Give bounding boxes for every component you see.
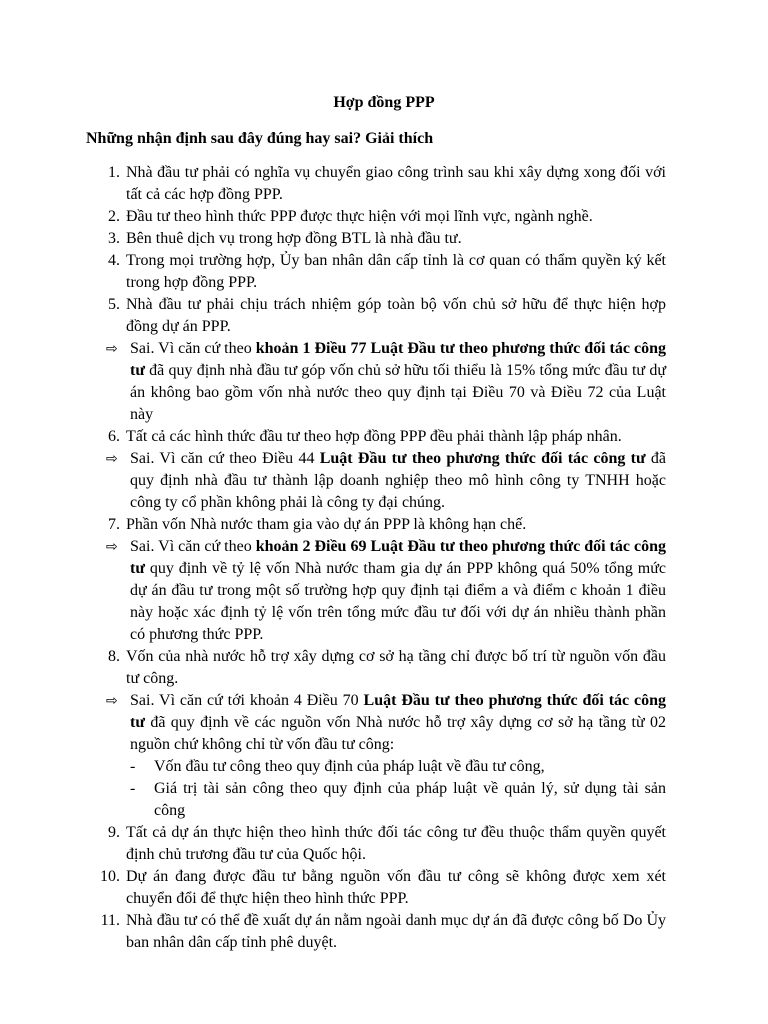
answer-text-bold: Luật Đầu tư theo phương thức đối tác công tư: [130, 692, 667, 731]
section-heading: Những nhận định sau đây đúng hay sai? Giải thích: [86, 130, 434, 147]
question-text: Tất cả dự án thực hiện theo hình thức đối tác công tư đều thuộc thẩm quyền quyết định chủ trương đầu tư của Quốc hội.: [126, 824, 666, 863]
answer-sub-item: [86, 756, 666, 778]
question-text: Vốn của nhà nước hỗ trợ xây dựng cơ sở hạ tầng chỉ được bố trí từ nguồn vốn đầu tư công.: [126, 648, 666, 687]
answer-text-pre: Sai. Vì căn cứ theo: [130, 538, 256, 555]
question-item: [86, 514, 666, 536]
question-text: Bên thuê dịch vụ trong hợp đồng BTL là nhà đầu tư.: [126, 230, 462, 247]
question-item: [86, 426, 666, 448]
question-number: 7.: [108, 516, 120, 533]
question-item: [86, 910, 666, 954]
answer-item: [86, 536, 666, 646]
answer-text-bold: khoản 2 Điều 69 Luật Đầu tư theo phương thức đối tác công tư: [130, 538, 666, 577]
answer-text-pre: Sai. Vì căn cứ tới khoản 4 Điều 70: [130, 692, 364, 709]
question-number: 6.: [108, 428, 120, 445]
question-text: Đầu tư theo hình thức PPP được thực hiện với mọi lĩnh vực, ngành nghề.: [126, 208, 593, 225]
answer-sub-text: Giá trị tài sản công theo quy định của pháp luật về quản lý, sử dụng tài sản công: [154, 780, 666, 819]
question-number: 5.: [108, 296, 120, 313]
arrow-right-icon: ⇨: [106, 341, 118, 357]
question-number: 3.: [108, 230, 120, 247]
arrow-right-icon: ⇨: [106, 693, 118, 709]
question-number: 11.: [100, 912, 120, 929]
answer-sub-text: Vốn đầu tư công theo quy định của pháp luật về đầu tư công,: [154, 758, 545, 775]
question-text: Nhà đầu tư phải chịu trách nhiệm góp toàn bộ vốn chủ sở hữu để thực hiện hợp đồng dự án PPP.: [126, 296, 666, 335]
document-title: Hợp đồng PPP: [333, 94, 435, 111]
answer-text-pre: Sai. Vì căn cứ theo Điều 44: [130, 450, 320, 467]
question-number: 4.: [108, 252, 120, 269]
answer-text-bold: Luật Đầu tư theo phương thức đối tác công tư: [319, 450, 646, 467]
question-number: 8.: [108, 648, 120, 665]
answer-sub-item: [86, 778, 666, 822]
question-item: [86, 294, 666, 338]
arrow-right-icon: ⇨: [106, 539, 118, 555]
answer-text-pre: Sai. Vì căn cứ theo: [130, 340, 256, 357]
question-number: 9.: [108, 824, 120, 841]
question-text: Trong mọi trường hợp, Ủy ban nhân dân cấp tỉnh là cơ quan có thẩm quyền ký kết trong hợp đồng PPP.: [126, 252, 666, 291]
question-text: Tất cả các hình thức đầu tư theo hợp đồng PPP đều phải thành lập pháp nhân.: [126, 428, 622, 445]
answer-item: [86, 690, 666, 756]
question-item: [86, 228, 666, 250]
question-text: Nhà đầu tư có thể đề xuất dự án nằm ngoài danh mục dự án đã được công bố Do Ủy ban nhân dân cấp tỉnh phê duyệt.: [126, 912, 666, 951]
dash-bullet: -: [130, 780, 136, 797]
answer-text-post: quy định về tỷ lệ vốn Nhà nước tham gia dự án PPP không quá 50% tổng mức dự án đầu tư trong một số trường hợp quy định tại điểm a và điểm c khoản 1 điều này hoặc xác định tỷ lệ vốn trên tổng mức đầu tư đối với dự án nhiều thành phần có phương thức PPP.: [130, 560, 666, 643]
question-item: [86, 646, 666, 690]
question-item: [86, 250, 666, 294]
arrow-right-icon: ⇨: [106, 451, 118, 467]
question-item: [86, 206, 666, 228]
dash-bullet: -: [130, 758, 136, 775]
answer-text-bold: khoản 1 Điều 77 Luật Đầu tư theo phương thức đối tác công tư: [130, 340, 666, 379]
answer-item: [86, 338, 666, 426]
question-number: 2.: [108, 208, 120, 225]
question-item: [86, 162, 666, 206]
question-number: 10.: [100, 868, 120, 885]
question-list: [86, 162, 666, 954]
question-text: Phần vốn Nhà nước tham gia vào dự án PPP là không hạn chế.: [126, 516, 527, 533]
question-item: [86, 822, 666, 866]
question-text: Nhà đầu tư phải có nghĩa vụ chuyển giao công trình sau khi xây dựng xong đối với tất cả các hợp đồng PPP.: [126, 164, 666, 203]
answer-item: [86, 448, 666, 514]
question-item: [86, 866, 666, 910]
answer-text-post: đã quy định về các nguồn vốn Nhà nước hỗ trợ xây dựng cơ sở hạ tầng từ 02 nguồn chứ không chỉ từ vốn đầu tư công:: [130, 714, 666, 753]
question-text: Dự án đang được đầu tư bằng nguồn vốn đầu tư công sẽ không được xem xét chuyển đổi để thực hiện theo hình thức PPP.: [126, 868, 666, 907]
answer-text-post: đã quy định nhà đầu tư góp vốn chủ sở hữu tối thiểu là 15% tổng mức đầu tư dự án không bao gồm vốn nhà nước theo quy định tại Điều 70 và Điều 72 của Luật này: [130, 362, 666, 423]
question-number: 1.: [108, 164, 120, 181]
answer-text-post: đã quy định nhà đầu tư thành lập doanh nghiệp theo mô hình công ty TNHH hoặc công ty cổ phần không phải là công ty đại chúng.: [130, 450, 666, 511]
